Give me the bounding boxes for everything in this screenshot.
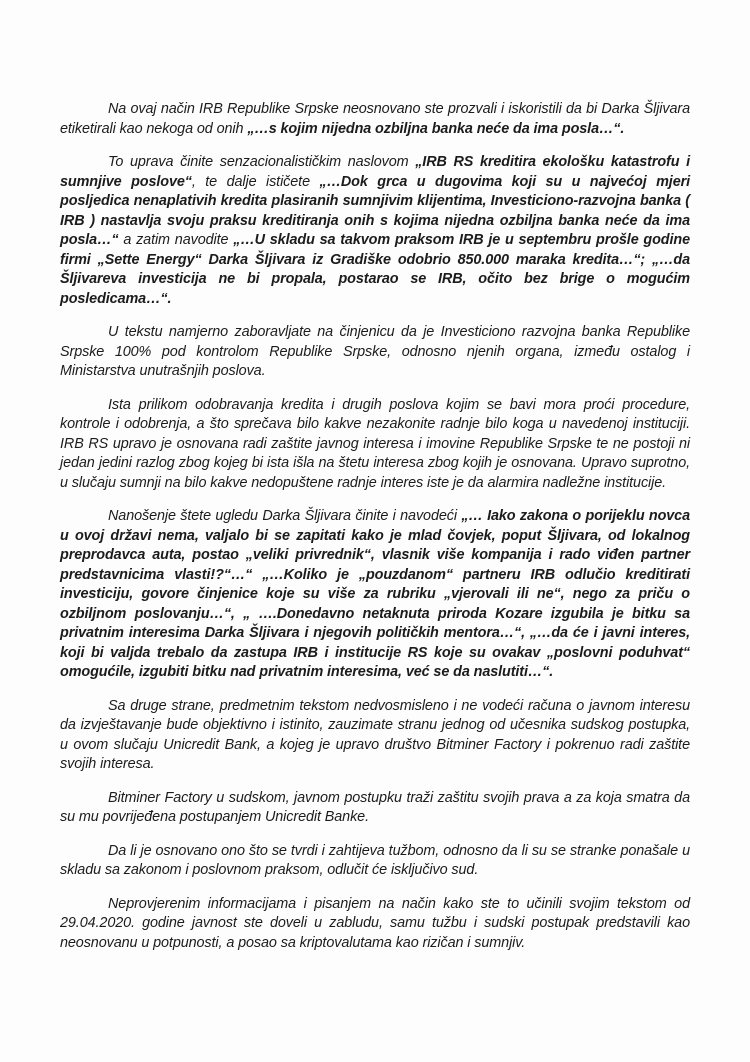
- paragraph-9: [60, 895, 690, 954]
- paragraph-4: [60, 396, 690, 494]
- paragraph-2: [60, 153, 690, 309]
- body-text: Bitminer Factory u sudskom, javnom postupku traži zaštitu svojih prava a za koja smatra da su mu povrijeđena postupanjem Unicredit Banke.: [60, 789, 690, 825]
- quoted-text: „IRB RS kreditira ekološku katastrofu i sumnjive poslove“: [60, 154, 690, 190]
- body-text: a zatim navodite: [118, 232, 234, 248]
- body-text: Da li je osnovano ono što se tvrdi i zahtijeva tužbom, odnosno da li su se stranke ponašale u skladu sa zakonom i poslovnom praksom, odlučit će isključivo sud.: [60, 842, 690, 878]
- paragraph-8: [60, 842, 690, 881]
- body-text: Nanošenje štete ugledu Darka Šljivara činite i navodeći: [108, 508, 462, 524]
- paragraph-6: [60, 697, 690, 775]
- quoted-text: „… Iako zakona o porijeklu novca u ovoj državi nema, valjalo bi se zapitati kako je mlad čovjek, poput Šljivara, od lokalnog preprodavca auta, postao „veliki privrednik“, vlasnik više kompanija i rado viđen partner predstavnicima vlasti!?“…“ „…Koliko je „pouzdanom“ partneru IRB odlučio kreditirati investiciju, govore činjenice koje su više za rubriku „vjerovali ili ne“, nego za priču o ozbiljnom poslovanju…“, „ ….Donedavno netaknuta priroda Kozare izgubila je bitku sa privatnim interesima Darka Šljivara i njegovih političkih mentora…“, „…da će i javni interes, koji bi valjda trebalo da zastupa IRB i institucije RS koje su ovakav „poslovni poduhvat“ omogućile, izgubiti bitku nad privatnim interesima, već se da naslutiti…“.: [60, 508, 690, 680]
- body-text: To uprava činite senzacionalističkim naslovom: [108, 154, 416, 170]
- body-text: U tekstu namjerno zaboravljate na činjenicu da je Investiciono razvojna banka Republike Srpske 100% pod kontrolom Republike Srpske, odnosno njenih organa, između ostalog i Ministarstva unutrašnjih poslova.: [60, 324, 690, 379]
- letter-body: [60, 100, 690, 953]
- paragraph-5: [60, 507, 690, 683]
- body-text: Neprovjerenim informacijama i pisanjem na način kako ste to učinili svojim tekstom od 29.04.2020. godine javnost ste doveli u zabludu, samu tužbu i sudski postupak predstavili kao neosnovanu u potpunosti, a posao sa kriptovalutama kao rizičan i sumnjiv.: [60, 895, 690, 951]
- paragraph-1: [60, 100, 690, 139]
- quoted-text: „…s kojim nijedna ozbiljna banka neće da ima posla…“.: [247, 120, 625, 137]
- body-text: , te dalje ističete: [191, 173, 320, 190]
- quoted-text: „…Dok grca u dugovima koji su u najvećoj mjeri posljedica nenaplativih kredita plasiranih sumnjivim klijentima, Investiciono-razvojna banka ( IRB ) nastavlja svoju praksu kreditiranja onih s kojima nijedna ozbiljna banka neće da ima posla…“: [60, 173, 690, 248]
- body-text: Na ovaj način IRB Republike Srpske neosnovano ste prozvali i iskoristili da bi Darka Šljivara etiketirali kao nekoga od onih: [60, 101, 690, 137]
- body-text: Ista prilikom odobravanja kredita i drugih poslova kojim se bavi mora proći procedure, kontrole i odobrenja, a što sprečava bilo kakve nezakonite radnje bilo koga u navedenoj instituciji. IRB RS upravo je osnovana radi zaštite javnog interesa i imovine Republike Srpske te ne postoji ni jedan jedini razlog zbog kojeg bi ista išla na štetu interesa zbog kojih je osnovana. Upravo suprotno, u slučaju sumnji na bilo kakve nedopuštene radnje interes iste je da alarmira nadležne institucije.: [60, 396, 690, 491]
- paragraph-3: [60, 323, 690, 382]
- paragraph-7: [60, 789, 690, 828]
- quoted-text: „…U skladu sa takvom praksom IRB je u septembru prošle godine firmi „Sette Energy“ Darka Šljivara iz Gradiške odobrio 850.000 maraka kredita…“; „…da Šljivareva investicija ne bi propala, postarao se IRB, očito bez brige o mogućim posledicama…“.: [60, 232, 690, 307]
- body-text: Sa druge strane, predmetnim tekstom nedvosmisleno i ne vodeći računa o javnom interesu da izvještavanje bude objektivno i istinito, zauzimate stranu jednog od učesnika sudskog postupka, u ovom slučaju Unicredit Bank, a kojeg je upravo društvo Bitminer Factory i pokrenuo radi zaštite svojih interesa.: [60, 697, 690, 772]
